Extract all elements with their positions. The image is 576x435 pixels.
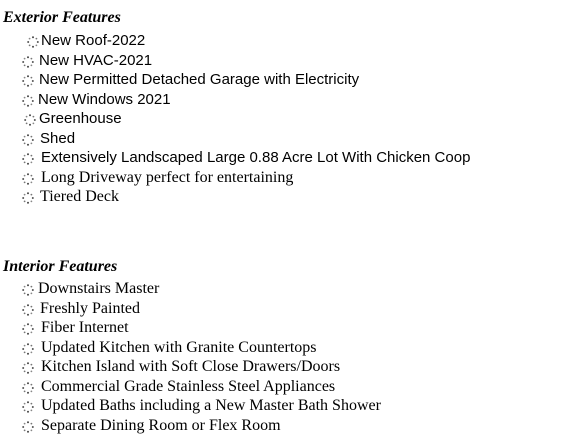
exterior-feature-item (0, 51, 576, 71)
dotted-sparkle-bullet-icon (22, 421, 34, 433)
interior-feature-item (0, 377, 576, 397)
exterior-feature-item (0, 168, 576, 188)
dotted-sparkle-bullet-icon (22, 382, 34, 394)
interior-feature-item (0, 357, 576, 377)
dotted-sparkle-bullet-icon (22, 323, 34, 335)
interior-feature-item-label: Kitchen Island with Soft Close Drawers/Doors (41, 357, 340, 377)
interior-feature-item-label: Updated Kitchen with Granite Countertops (41, 338, 317, 358)
dotted-sparkle-bullet-icon (22, 304, 34, 316)
dotted-sparkle-bullet-icon (22, 75, 34, 87)
exterior-feature-item (0, 148, 576, 168)
exterior-feature-item (0, 129, 576, 149)
interior-feature-item (0, 318, 576, 338)
exterior-feature-item-label: New Roof-2022 (41, 31, 145, 51)
exterior-feature-item-label: Extensively Landscaped Large 0.88 Acre Lot With Chicken Coop (41, 148, 470, 168)
interior-feature-item-label: Commercial Grade Stainless Steel Appliances (41, 377, 335, 397)
exterior-feature-item-label: New HVAC-2021 (39, 51, 152, 71)
dotted-sparkle-bullet-icon (24, 114, 36, 126)
interior-feature-item-label: Separate Dining Room or Flex Room (41, 416, 281, 435)
interior-feature-item (0, 396, 576, 416)
dotted-sparkle-bullet-icon (22, 153, 34, 165)
exterior-feature-item-label: New Permitted Detached Garage with Electricity (39, 70, 359, 90)
exterior-feature-item-label: Shed (40, 129, 75, 149)
dotted-sparkle-bullet-icon (22, 343, 34, 355)
dotted-sparkle-bullet-icon (22, 401, 34, 413)
dotted-sparkle-bullet-icon (22, 192, 34, 204)
interior-features-heading: Interior Features (3, 257, 117, 277)
dotted-sparkle-bullet-icon (22, 95, 34, 107)
exterior-feature-item (0, 187, 576, 207)
exterior-features-list (0, 31, 576, 207)
dotted-sparkle-bullet-icon (22, 134, 34, 146)
exterior-feature-item-label: Greenhouse (39, 109, 122, 129)
dotted-sparkle-bullet-icon (22, 284, 34, 296)
dotted-sparkle-bullet-icon (27, 36, 39, 48)
interior-feature-item (0, 338, 576, 358)
interior-feature-item (0, 279, 576, 299)
exterior-feature-item (0, 70, 576, 90)
interior-feature-item-label: Downstairs Master (38, 279, 159, 299)
exterior-feature-item (0, 109, 576, 129)
exterior-feature-item (0, 31, 576, 51)
exterior-feature-item-label: Tiered Deck (40, 187, 119, 207)
exterior-features-heading: Exterior Features (3, 8, 121, 28)
exterior-feature-item-label: Long Driveway perfect for entertaining (41, 168, 293, 188)
interior-features-list (0, 279, 576, 435)
interior-feature-item-label: Fiber Internet (41, 318, 129, 338)
interior-feature-item-label: Updated Baths including a New Master Bath Shower (41, 396, 381, 416)
dotted-sparkle-bullet-icon (22, 56, 34, 68)
dotted-sparkle-bullet-icon (22, 173, 34, 185)
interior-feature-item (0, 299, 576, 319)
interior-feature-item-label: Freshly Painted (40, 299, 140, 319)
exterior-feature-item-label: New Windows 2021 (38, 90, 171, 110)
interior-feature-item (0, 416, 576, 435)
exterior-feature-item (0, 90, 576, 110)
dotted-sparkle-bullet-icon (22, 362, 34, 374)
